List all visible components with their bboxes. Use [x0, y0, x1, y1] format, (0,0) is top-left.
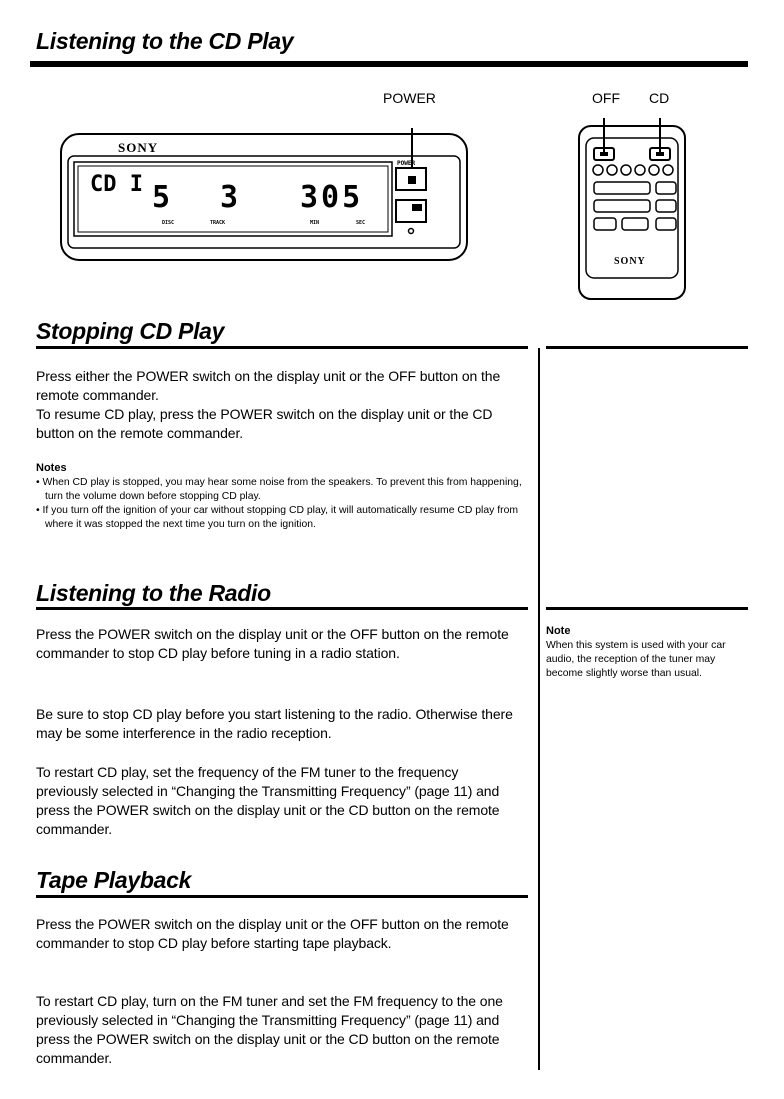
page-title: Listening to the CD Play: [36, 28, 294, 54]
section-rule-radio: [36, 607, 528, 610]
remote-brand: SONY: [614, 256, 646, 267]
stopping-paragraph: Press either the POWER switch on the display unit or the OFF button on the remote commander. To resume CD play, press the POWER switch on the display unit or the CD button on the remote commander.: [36, 368, 501, 441]
title-rule: [30, 61, 748, 67]
side-note-title: Note: [546, 625, 571, 637]
section-title-stopping: Stopping CD Play: [36, 318, 225, 344]
lcd-time: 305: [300, 180, 364, 215]
notes-title: Notes: [36, 462, 67, 474]
radio-paragraph-3: To restart CD play, set the frequency of the FM tuner to the frequency previously selected in “Changing the Transmitting Frequency” (page 11) and press the POWER switch on the display unit or the CD button on the remote commander.: [36, 764, 500, 837]
tape-paragraph-2: To restart CD play, turn on the FM tuner and set the FM frequency to the one previously selected in “Changing the Transmitting Frequency” (page 11) and press the POWER switch on the display unit or the CD button on the remote commander.: [36, 993, 503, 1066]
remote-commander-illustration: [578, 118, 688, 301]
side-rule-radio: [546, 607, 748, 610]
lcd-track: 3: [220, 180, 239, 215]
side-note-text: When this system is used with your car audio, the reception of the tuner may become slightly worse than usual.: [546, 640, 726, 679]
lcd-track-label: TRACK: [210, 220, 226, 226]
lcd-min-label: MIN: [310, 220, 320, 226]
note-item: • When CD play is stopped, you may hear some noise from the speakers. To prevent this from happening, turn the volume down before stopping CD play.: [36, 477, 522, 502]
lcd-disc: 5: [152, 180, 171, 215]
column-divider: [538, 348, 540, 1070]
cd-label: CD: [649, 90, 670, 106]
note-item: • If you turn off the ignition of your car without stopping CD play, it will automatically resume CD play from where it was stopped the next time you turn on the ignition.: [36, 505, 519, 530]
tape-paragraph-1: Press the POWER switch on the display unit or the OFF button on the remote commander to stop CD play before starting tape playback.: [36, 916, 509, 951]
side-rule-stopping: [546, 346, 748, 349]
display-unit-illustration: [60, 128, 470, 263]
radio-paragraph-1: Press the POWER switch on the display unit or the OFF button on the remote commander to stop CD play before tuning in a radio station.: [36, 626, 509, 661]
off-label: OFF: [592, 90, 620, 106]
section-rule-tape: [36, 895, 528, 898]
section-rule-stopping: [36, 346, 528, 349]
lcd-disc-label: DISC: [162, 220, 175, 226]
lcd-mode: CD I: [90, 172, 143, 197]
section-title-radio: Listening to the Radio: [36, 580, 271, 606]
power-button-label: POWER: [397, 160, 416, 167]
display-brand: SONY: [118, 140, 159, 155]
power-label: POWER: [383, 90, 436, 106]
radio-paragraph-2: Be sure to stop CD play before you start listening to the radio. Otherwise there may be some interference in the radio reception.: [36, 706, 513, 741]
remote-drawing: [578, 118, 688, 301]
section-title-tape: Tape Playback: [36, 867, 192, 893]
lcd-sec-label: SEC: [356, 220, 366, 226]
